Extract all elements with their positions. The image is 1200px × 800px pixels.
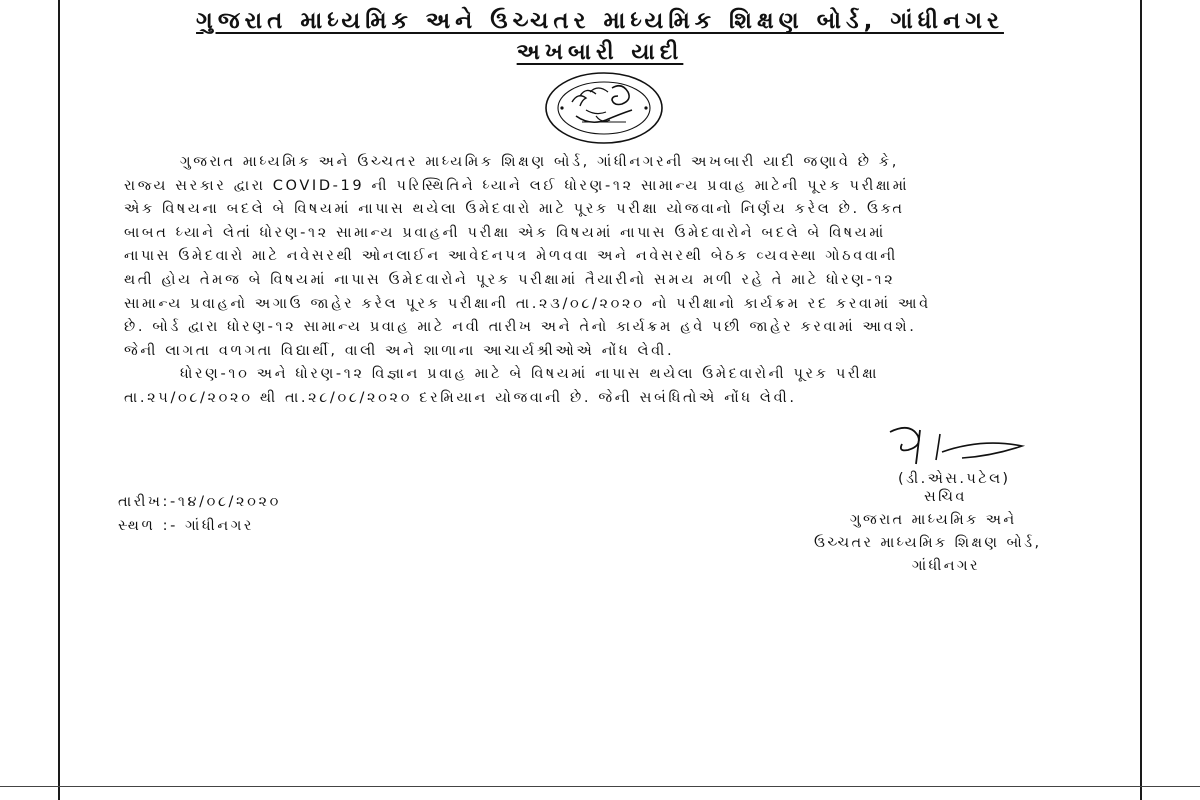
page-left-border	[58, 0, 60, 800]
body-line: ગુજરાત માધ્યમિક અને ઉચ્ચતર માધ્યમિક શિક્ષણ બોર્ડ, ગાંધીનગરની અખબારી યાદી જણાવે છે કે,	[180, 153, 900, 170]
body-line: સામાન્ય પ્રવાહનો અગાઉ જાહેર કરેલ પૂરક પરીક્ષાની તા.૨૩/૦૮/૨૦૨૦ નો પરીક્ષાનો કાર્યક્રમ રદ કરવામાં આવે	[124, 294, 931, 312]
body-line: રાજ્ય સરકાર દ્વારા COVID-19 ની પરિસ્થિતિને ધ્યાને લઈ ધોરણ-૧૨ સામાન્ય પ્રવાહ માટેની પૂરક પરીક્ષામાં	[124, 176, 910, 194]
body-line: થતી હોય તેમજ બે વિષયમાં નાપાસ ઉમેદવારોને પૂરક પરીક્ષામાં તૈયારીનો સમય મળી રહે તે માટે ધોરણ-૧૨	[124, 270, 896, 288]
signatory-name: (ડી.એસ.પટેલ)	[898, 471, 1011, 487]
page-bottom-border	[0, 786, 1200, 787]
release-place: સ્થળ :- ગાંધીનગર	[118, 518, 255, 534]
body-line: બાબત ધ્યાને લેતાં ધોરણ-૧૨ સામાન્ય પ્રવાહની પરીક્ષા એક વિષયમાં નાપાસ ઉમેદવારોને બદલે બે વિષયમાં	[124, 223, 886, 241]
press-release-heading: અખબારી યાદી	[516, 40, 684, 65]
signatory-org-line-2: ઉચ્ચતર માધ્યમિક શિક્ષણ બોર્ડ,	[814, 535, 1042, 551]
signatory-org-line-3: ગાંધીનગર	[912, 558, 980, 574]
signatory-designation: સચિવ	[924, 489, 967, 505]
signatory-org-line-1: ગુજરાત માધ્યમિક અને	[850, 512, 1017, 528]
board-title: ગુજરાત માધ્યમિક અને ઉચ્ચતર માધ્યમિક શિક્ષણ બોર્ડ, ગાંધીનગર	[196, 8, 1004, 34]
body-line: તા.૨૫/૦૮/૨૦૨૦ થી તા.૨૮/૦૮/૨૦૨૦ દરમિયાન યોજવાની છે. જેની સબંધિતોએ નોંધ લેવી.	[124, 388, 797, 406]
body-line: ધોરણ-૧૦ અને ધોરણ-૧૨ વિજ્ઞાન પ્રવાહ માટે બે વિષયમાં નાપાસ થયેલા ઉમેદવારોની પૂરક પરીક્ષા	[180, 365, 880, 383]
body-line: એક વિષયના બદલે બે વિષયમાં નાપાસ થયેલા ઉમેદવારો માટે પૂરક પરીક્ષા યોજવાનો નિર્ણય કરેલ છે. ઉક્ત	[124, 200, 905, 218]
body-line: નાપાસ ઉમેદવારો માટે નવેસરથી ઓનલાઈન આવેદનપત્ર મેળવવા અને નવેસરથી બેઠક વ્યવસ્થા ગોઠવવાની	[124, 247, 898, 265]
date-place-block	[118, 490, 281, 538]
release-date: તારીખ:-૧૪/૦૮/૨૦૨૦	[118, 494, 281, 510]
page-right-border	[1140, 0, 1142, 800]
board-seal-logo	[542, 70, 666, 146]
body-line: જેની લાગતા વળગતા વિદ્યાર્થી, વાલી અને શાળાના આચાર્યશ્રીઓએ નોંધ લેવી.	[124, 341, 675, 359]
page-corner-mark	[1150, 786, 1200, 800]
press-release-body	[124, 150, 1124, 410]
handwritten-signature	[880, 418, 1030, 470]
body-line: છે. બોર્ડ દ્વારા ધોરણ-૧૨ સામાન્ય પ્રવાહ માટે નવી તારીખ અને તેનો કાર્યક્રમ હવે પછી જાહેર કરવામાં આવશે.	[124, 318, 917, 336]
